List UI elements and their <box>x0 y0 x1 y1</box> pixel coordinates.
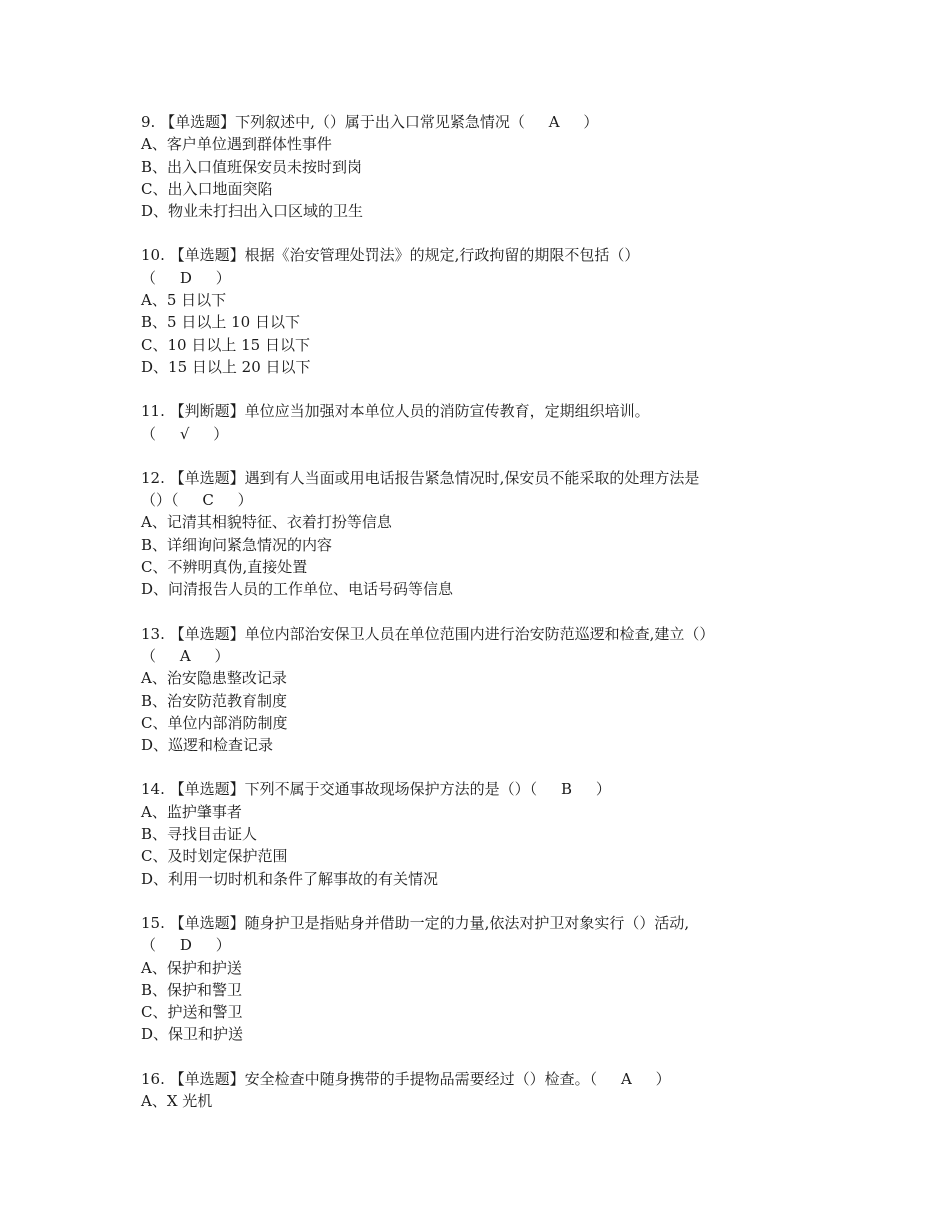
option-c: C、出入口地面突陷 <box>141 179 273 198</box>
question-11 <box>141 400 821 445</box>
option-c: C、单位内部消防制度 <box>141 713 288 732</box>
option-d: D、巡逻和检查记录 <box>141 736 274 755</box>
answer-line: （ A ） <box>141 646 230 665</box>
option-d: D、物业未打扫出入口区域的卫生 <box>141 202 364 221</box>
option-a: A、客户单位遇到群体性事件 <box>141 135 332 154</box>
option-a: A、保护和护送 <box>141 958 242 977</box>
option-b: B、治安防范教育制度 <box>141 691 288 710</box>
question-10 <box>141 244 821 378</box>
option-c: C、护送和警卫 <box>141 1003 243 1022</box>
option-a: A、监护肇事者 <box>141 802 242 821</box>
question-14 <box>141 778 821 889</box>
answer-line: （）（ C ） <box>141 491 253 510</box>
question-9 <box>141 111 821 222</box>
answer-line: （ D ） <box>141 268 231 287</box>
answer-line: （ √ ） <box>141 424 229 443</box>
option-d: D、保卫和护送 <box>141 1025 244 1044</box>
question-15 <box>141 912 821 1046</box>
question-text: 12. 【单选题】遇到有人当面或用电话报告紧急情况时,保安员不能采取的处理方法是 <box>141 468 700 487</box>
option-b: B、出入口值班保安员未按时到岗 <box>141 157 363 176</box>
option-a: A、X 光机 <box>141 1091 213 1110</box>
option-a: A、治安隐患整改记录 <box>141 669 287 688</box>
question-12 <box>141 467 821 601</box>
question-text: 9. 【单选题】下列叙述中,（）属于出入口常见紧急情况（ A ） <box>141 113 599 131</box>
option-c: C、不辨明真伪,直接处置 <box>141 558 308 577</box>
document-page <box>141 111 821 1134</box>
option-a: A、5 日以下 <box>141 291 227 310</box>
question-13 <box>141 623 821 757</box>
question-text: 13. 【单选题】单位内部治安保卫人员在单位范围内进行治安防范巡逻和检查,建立（） <box>141 624 715 643</box>
question-text: 16. 【单选题】安全检查中随身携带的手提物品需要经过（）检查。（ A ） <box>141 1069 671 1088</box>
question-text: 10. 【单选题】根据《治安管理处罚法》的规定,行政拘留的期限不包括（） <box>141 246 640 265</box>
option-b: B、详细询问紧急情况的内容 <box>141 535 333 554</box>
option-c: C、及时划定保护范围 <box>141 847 288 866</box>
option-d: D、利用一切时机和条件了解事故的有关情况 <box>141 869 439 888</box>
answer-line: （ D ） <box>141 936 231 955</box>
option-b: B、5 日以上 10 日以下 <box>141 313 300 332</box>
option-a: A、记清其相貌特征、衣着打扮等信息 <box>141 513 392 532</box>
option-d: D、15 日以上 20 日以下 <box>141 357 311 376</box>
option-b: B、寻找目击证人 <box>141 825 258 844</box>
option-c: C、10 日以上 15 日以下 <box>141 335 310 354</box>
question-text: 14. 【单选题】下列不属于交通事故现场保护方法的是（）（ B ） <box>141 780 611 799</box>
question-text: 15. 【单选题】随身护卫是指贴身并借助一定的力量,依法对护卫对象实行（）活动, <box>141 913 690 932</box>
option-d: D、问清报告人员的工作单位、电话号码等信息 <box>141 580 454 599</box>
question-text: 11. 【判断题】单位应当加强对本单位人员的消防宣传教育，定期组织培训。 <box>141 402 650 421</box>
option-b: B、保护和警卫 <box>141 980 243 999</box>
question-16 <box>141 1068 821 1113</box>
